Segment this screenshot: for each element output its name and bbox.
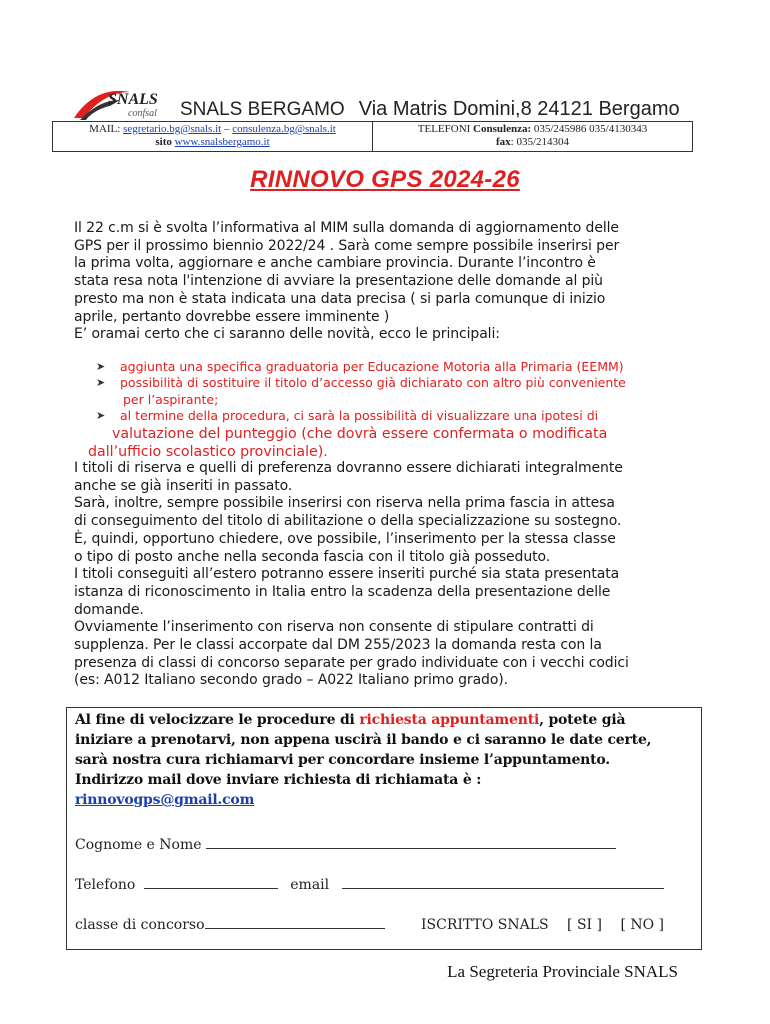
body-line: di conseguimento del titolo di abilitazione o della specializzazione su sostegno. [74, 513, 622, 530]
page-title: RINNOVO GPS 2024-26 [250, 166, 520, 193]
list-item [92, 375, 712, 408]
body-line: anche se già inseriti in passato. [74, 477, 293, 494]
bullet-text-cont: valutazione del punteggio (che dovrà essere confermata o modificata [112, 425, 608, 442]
arrow-bullet-icon: ➤ [96, 360, 106, 373]
snals-logo [70, 84, 176, 124]
body-line: supplenza. Per le classi accorpate dal DM 255/2023 la domanda resta con la [74, 637, 602, 654]
org-header [180, 98, 680, 121]
contact-mail-cell [53, 122, 372, 151]
form-row-name [75, 834, 616, 853]
note-text: sarà nostra cura richiamarvi per concordare insieme l’appuntamento. [75, 752, 610, 768]
mail-label: MAIL: [89, 123, 121, 135]
org-address: Via Matris Domini,8 24121 Bergamo [358, 98, 680, 120]
intro-line: GPS per il prossimo biennio 2022/24 . Sarà come sempre possibile inserirsi per [74, 237, 620, 254]
body-line: (es: A012 Italiano secondo grado – A022 Italiano primo grado). [74, 672, 509, 689]
phone-field[interactable] [144, 874, 278, 889]
contact-box [52, 121, 693, 152]
appointment-note [75, 710, 695, 810]
note-text: iniziare a prenotarvi, non appena uscirà il bando e ci saranno le date certe, [75, 732, 652, 748]
note-text: Al fine di velocizzare le procedure di [75, 712, 360, 728]
body-line: Ovviamente l’inserimento con riserva non consente di stipulare contratti di [74, 619, 594, 636]
site-link[interactable]: www.snalsbergamo.it [174, 136, 270, 148]
logo-confsal: confsal [128, 108, 157, 119]
note-text: , potete già [539, 712, 626, 728]
intro-line: la prima volta, aggiornare e anche cambiare provincia. Durante l’incontro è [74, 255, 596, 272]
intro-line: E’ oramai certo che ci saranno delle novità, ecco le principali: [74, 326, 500, 343]
class-field[interactable] [205, 914, 385, 929]
consulenza-label: Consulenza: [473, 123, 532, 135]
site-label: sito [155, 136, 172, 148]
intro-line: presto ma non è stata indicata una data precisa ( si parla comunque di inizio [74, 290, 606, 307]
body-line: domande. [74, 601, 144, 618]
mail-separator: – [221, 123, 233, 135]
mail-link-consulenza[interactable]: consulenza.bg@snals.it [232, 123, 336, 135]
note-text: Indirizzo mail dove inviare richiesta di richiamata è : [75, 772, 482, 788]
phone-numbers: 035/245986 035/4130343 [533, 123, 648, 135]
fax-number: : 035/214304 [510, 136, 570, 148]
form-row-contact [75, 874, 664, 893]
list-item [92, 359, 712, 375]
list-item-cont [88, 425, 712, 461]
bullet-text-cont: dall’ufficio scolastico provinciale). [88, 443, 328, 460]
appointment-form-box [66, 707, 702, 950]
body-line: È, quindi, opportuno chiedere, ove possibile, l’inserimento per la stessa classe [74, 530, 616, 547]
option-yes[interactable]: [ SI ] [567, 917, 602, 933]
bullet-text-cont: per l’aspirante; [123, 391, 219, 407]
body-paragraph [74, 460, 714, 690]
body-line: presenza di classi di concorso separate per grado individuate con i vecchi codici [74, 654, 629, 671]
list-item [92, 408, 712, 424]
intro-line: aprile, pertanto dovrebbe essere imminente ) [74, 308, 390, 325]
body-line: o tipo di posto anche nella seconda fascia con il titolo già posseduto. [74, 548, 551, 565]
bullet-text: aggiunta una specifica graduatoria per Educazione Motoria alla Primaria (EEMM) [120, 359, 624, 374]
phone-field-label: Telefono [75, 877, 136, 893]
body-line: istanza di riconoscimento in Italia entro la scadenza della presentazione delle [74, 583, 611, 600]
intro-line: Il 22 c.m si è svolta l’informativa al MIM sulla domanda di aggiornamento delle [74, 220, 619, 236]
bullet-text: al termine della procedura, ci sarà la possibilità di visualizzare una ipotesi di [120, 408, 599, 424]
intro-paragraph [74, 220, 714, 344]
surname-field[interactable] [206, 834, 616, 849]
option-no[interactable]: [ NO ] [620, 917, 665, 933]
email-link[interactable]: rinnovogps@gmail.com [75, 792, 255, 808]
mail-link-segretario[interactable]: segretario.bg@snals.it [123, 123, 222, 135]
bullet-text: possibilità di sostituire il titolo d’accesso già dichiarato con altro più conveniente [120, 375, 626, 391]
surname-label: Cognome e Nome [75, 837, 202, 853]
arrow-bullet-icon: ➤ [96, 376, 106, 390]
body-line: I titoli conseguiti all’estero potranno essere inseriti purché sia stata presentata [74, 566, 620, 583]
iscritto-label: ISCRITTO SNALS [420, 917, 549, 933]
fax-label: fax [495, 136, 511, 148]
email-field[interactable] [342, 874, 664, 889]
email-field-label: email [290, 877, 330, 893]
phone-label: TELEFONI [417, 123, 471, 135]
arrow-bullet-icon: ➤ [96, 409, 106, 423]
class-label: classe di concorso [75, 917, 205, 933]
body-line: Sarà, inoltre, sempre possibile inserirsi con riserva nella prima fascia in attesa [74, 495, 615, 512]
note-highlight: richiesta appuntamenti [359, 712, 540, 728]
novelties-list [88, 359, 712, 461]
signature: La Segreteria Provinciale SNALS [447, 962, 678, 981]
contact-phone-cell [372, 122, 692, 151]
body-line: I titoli di riserva e quelli di preferenza dovranno essere dichiarati integralmente [74, 460, 623, 476]
intro-line: stata resa nota l'intenzione di avviare la presentazione delle domande al più [74, 273, 603, 290]
org-name: SNALS BERGAMO [180, 99, 345, 120]
logo-wordmark: SNALS [108, 91, 158, 108]
form-row-class [75, 914, 695, 933]
